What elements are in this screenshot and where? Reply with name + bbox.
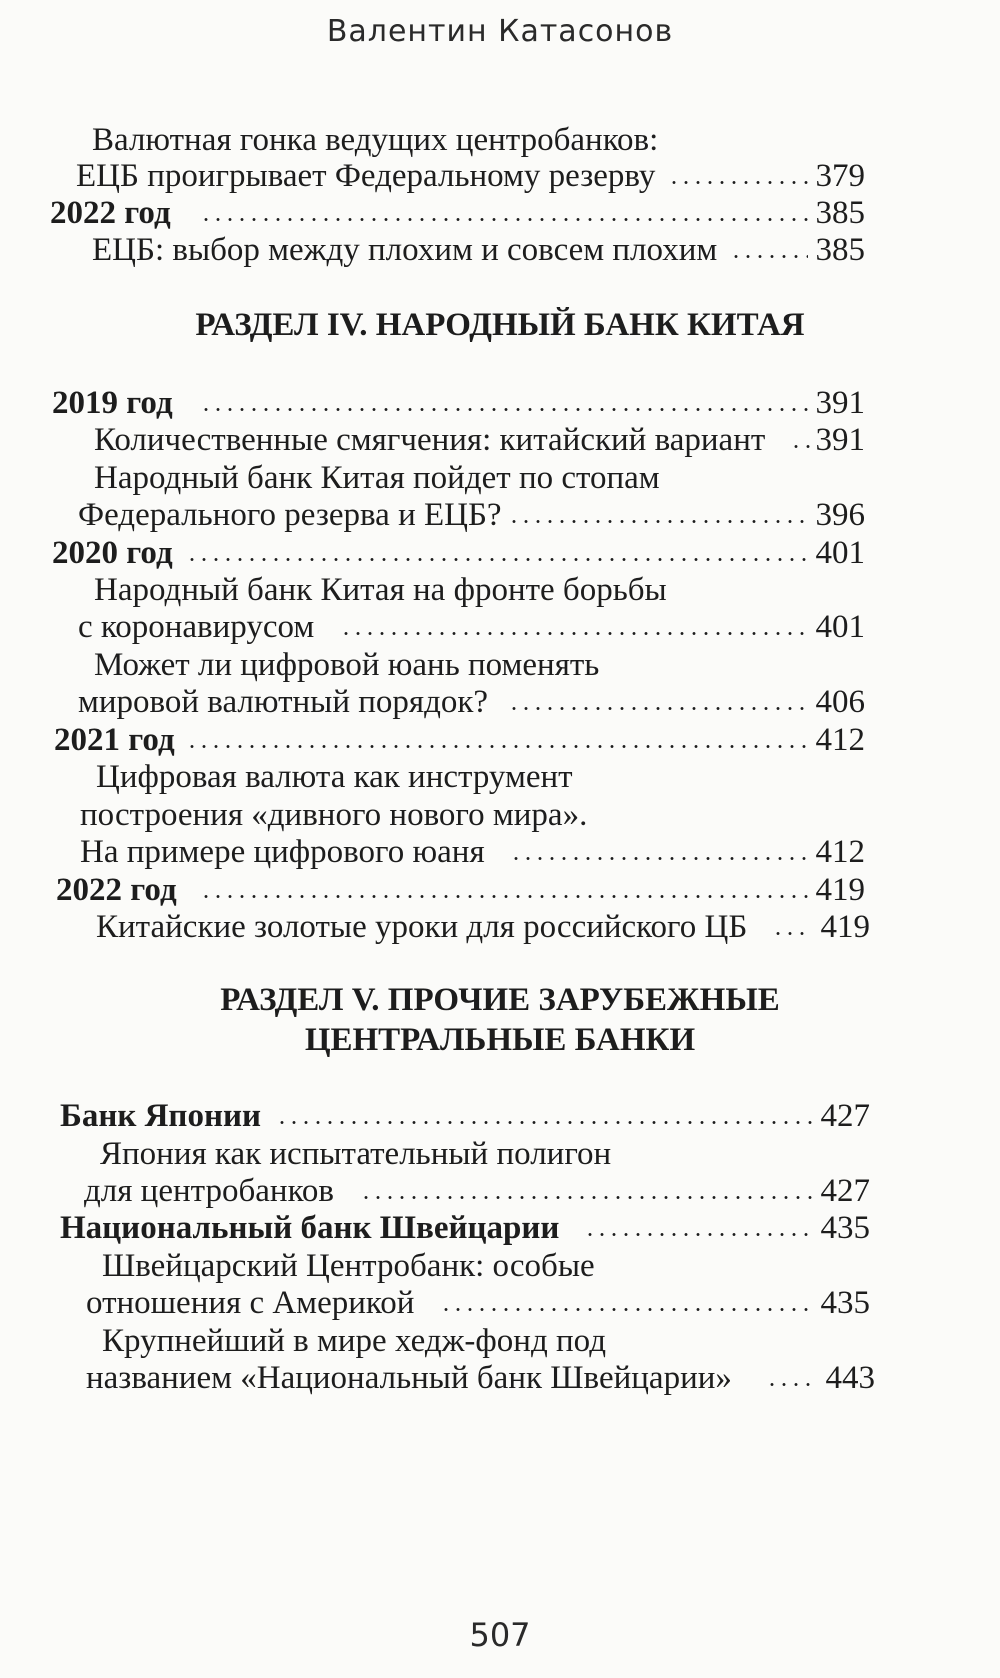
toc-page-number: 427 bbox=[820, 1173, 870, 1209]
dot-leader bbox=[510, 857, 808, 860]
toc-line bbox=[0, 156, 1000, 196]
dot-leader bbox=[276, 1121, 812, 1124]
toc-page-number: 401 bbox=[815, 609, 865, 645]
toc-page-number: 379 bbox=[815, 158, 865, 194]
section-heading: РАЗДЕЛ IV. НАРОДНЫЙ БАНК КИТАЯ bbox=[195, 307, 805, 343]
toc-year-heading: 2020 год bbox=[52, 535, 173, 571]
toc-line bbox=[0, 533, 1000, 573]
toc-page-number: 391 bbox=[815, 422, 865, 458]
toc-page-number: 385 bbox=[815, 232, 865, 268]
dot-leader bbox=[200, 895, 808, 898]
toc-entry-text: Народный банк Китая на фронте борьбы bbox=[94, 572, 667, 608]
toc-bank-heading: Национальный банк Швейцарии bbox=[60, 1210, 560, 1246]
toc-entry-text: ЕЦБ проигрывает Федеральному резерву bbox=[76, 158, 656, 194]
page-number: 507 bbox=[469, 1616, 531, 1654]
toc-line bbox=[0, 1134, 1000, 1174]
toc-line bbox=[0, 682, 1000, 722]
toc-page-number: 443 bbox=[825, 1360, 875, 1396]
toc-page-number: 412 bbox=[815, 834, 865, 870]
toc-entry-text: На примере цифрового юаня bbox=[80, 834, 485, 870]
toc-line bbox=[0, 420, 1000, 460]
dot-leader bbox=[508, 707, 808, 710]
toc-entry-text: для центробанков bbox=[84, 1173, 335, 1209]
toc-page-number: 406 bbox=[815, 684, 865, 720]
toc-entry-text: отношения с Америкой bbox=[86, 1285, 415, 1321]
toc-line bbox=[0, 1358, 1000, 1398]
toc-entry-text: построения «дивного нового мира». bbox=[80, 797, 588, 833]
toc-entry-text: Крупнейший в мире хедж-фонд под bbox=[102, 1323, 607, 1359]
dot-leader bbox=[186, 558, 808, 561]
toc-entry-text: Народный банк Китая пойдет по стопам bbox=[94, 460, 660, 496]
toc-entry-text: Количественные смягчения: китайский вариант bbox=[94, 422, 766, 458]
section-heading: ЦЕНТРАЛЬНЫЕ БАНКИ bbox=[304, 1022, 696, 1058]
toc-entry-text: Швейцарский Центробанк: особые bbox=[102, 1248, 595, 1284]
toc-entry-text: Может ли цифровой юань поменять bbox=[94, 647, 600, 683]
toc-entry-text: Китайские золотые уроки для российского ЦБ bbox=[96, 909, 748, 945]
toc-line bbox=[0, 383, 1000, 423]
toc-line bbox=[0, 832, 1000, 872]
toc-line bbox=[0, 230, 1000, 270]
section-heading: РАЗДЕЛ V. ПРОЧИЕ ЗАРУБЕЖНЫЕ bbox=[220, 982, 780, 1018]
toc-line bbox=[0, 870, 1000, 910]
toc-line bbox=[0, 193, 1000, 233]
toc-line bbox=[0, 1171, 1000, 1211]
toc-page-number: 419 bbox=[815, 872, 865, 908]
toc-line bbox=[0, 1096, 1000, 1136]
toc-page-number: 396 bbox=[815, 497, 865, 533]
dot-leader bbox=[440, 1308, 812, 1311]
toc-page-number: 435 bbox=[820, 1210, 870, 1246]
dot-leader bbox=[360, 1196, 812, 1199]
toc-line bbox=[0, 907, 1000, 947]
dot-leader bbox=[668, 181, 808, 184]
toc-entry-text: ЕЦБ: выбор между плохим и совсем плохим bbox=[92, 232, 718, 268]
toc-entry-text: с коронавирусом bbox=[78, 609, 315, 645]
toc-line bbox=[0, 1321, 1000, 1361]
toc-page-number: 385 bbox=[815, 195, 865, 231]
toc-page-number: 412 bbox=[815, 722, 865, 758]
toc-entry-text: Федерального резерва и ЕЦБ? bbox=[78, 497, 502, 533]
toc-entry-text: Цифровая валюта как инструмент bbox=[96, 759, 573, 795]
toc-line bbox=[0, 120, 1000, 160]
dot-leader bbox=[508, 520, 808, 523]
toc-line bbox=[0, 757, 1000, 797]
running-header: Валентин Катасонов bbox=[326, 14, 674, 49]
dot-leader bbox=[200, 218, 808, 221]
toc-year-heading: 2022 год bbox=[56, 872, 177, 908]
toc-line bbox=[0, 795, 1000, 835]
toc-entry-text: мировой валютный порядок? bbox=[78, 684, 489, 720]
toc-page-number: 427 bbox=[820, 1098, 870, 1134]
toc-line bbox=[0, 495, 1000, 535]
dot-leader bbox=[340, 632, 808, 635]
toc-page-number: 401 bbox=[815, 535, 865, 571]
toc-line bbox=[0, 1283, 1000, 1323]
toc-year-heading: 2021 год bbox=[54, 722, 175, 758]
dot-leader bbox=[584, 1233, 812, 1236]
toc-entry-text: названием «Национальный банк Швейцарии» bbox=[86, 1360, 732, 1396]
dot-leader bbox=[186, 745, 808, 748]
dot-leader bbox=[200, 408, 808, 411]
toc-line bbox=[0, 645, 1000, 685]
toc-year-heading: 2019 год bbox=[52, 385, 173, 421]
toc-year-heading: 2022 год bbox=[50, 195, 171, 231]
toc-entry-text: Валютная гонка ведущих центробанков: bbox=[92, 122, 659, 158]
toc-line bbox=[0, 720, 1000, 760]
toc-line bbox=[0, 1246, 1000, 1286]
toc-line bbox=[0, 1208, 1000, 1248]
toc-entry-text: Япония как испытательный полигон bbox=[100, 1136, 612, 1172]
toc-bank-heading: Банк Японии bbox=[60, 1098, 261, 1134]
toc-line bbox=[0, 458, 1000, 498]
toc-page-number: 391 bbox=[815, 385, 865, 421]
toc-page-number: 435 bbox=[820, 1285, 870, 1321]
toc-line bbox=[0, 607, 1000, 647]
toc-page-number: 419 bbox=[820, 909, 870, 945]
toc-line bbox=[0, 570, 1000, 610]
